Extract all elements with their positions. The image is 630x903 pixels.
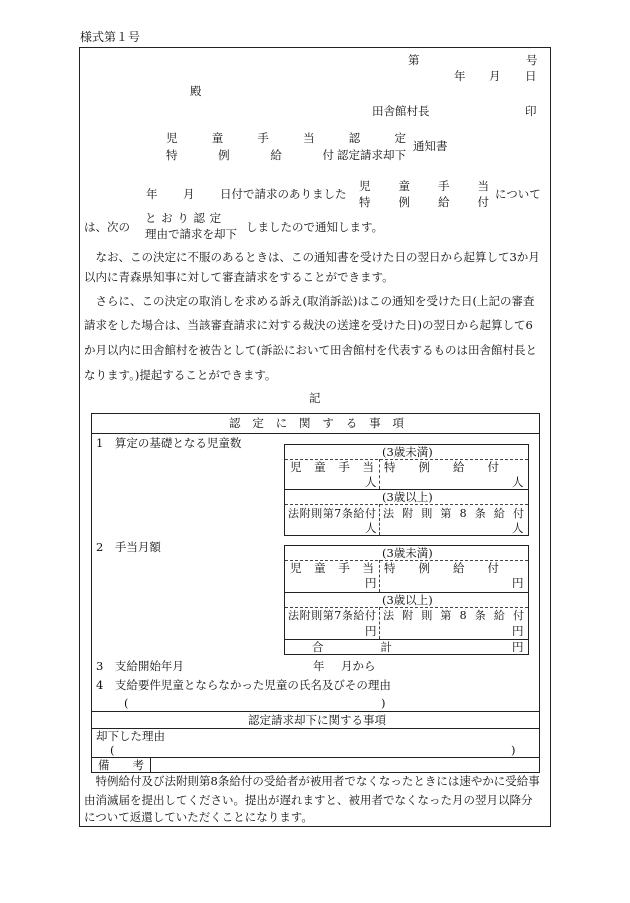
child-count-art7: 法 附 則 第 7 条 給 付 [288,507,376,520]
lawsuit-para-line4: なります。)提起することができます。 [84,368,277,382]
title-row2: 特 例 給 付 [166,148,334,162]
item4-label: 4 支給要件児童とならなかった児童の氏名及びその理由 [96,678,391,692]
number-dai: 第 [408,53,420,67]
amount-unit: 円 [512,624,524,638]
rejection-paren-close: ) [511,743,516,757]
body-day-text: 日付で請求のありました [220,187,347,201]
lawsuit-para-line2: 請求をした場合は、当該審査請求に対する裁決の送達を受けた日)の翌日から起算して6 [84,318,533,332]
form-number: 様式第１号 [80,30,141,44]
addressee-dono: 殿 [190,84,202,98]
body-option-top: 児 童 手 当 [359,179,489,193]
seal-mark: 印 [525,104,537,118]
child-count-unit: 人 [365,475,377,489]
body-month: 月 [183,187,195,201]
title-suffix: 通知書 [413,139,448,153]
title-row1: 児 童 手 当 認 定 [166,131,406,145]
body-option-bottom: 特 例 給 付 [359,195,489,209]
appeal-para-line1: なお、この決定に不服のあるときは、この通知書を受けた日の翌日から起算して3か月 [84,250,540,264]
ki-heading: 記 [309,391,321,405]
amount-unit: 円 [365,624,377,638]
issuer-name: 田舎館村長 [372,104,430,118]
footer-line2: 由消滅届を提出してください。提出が遅れますと、被用者でなくなった月の翌月以降分 [84,793,533,807]
lawsuit-para-line1: さらに、この決定の取消しを求める訴え(取消訴訟)はこの通知を受けた日(上記の審査 [84,294,535,308]
title-row2-rejection: 認定請求却下 [337,148,406,162]
number-go: 号 [526,53,538,67]
item3-year: 年 [313,659,325,673]
footer-line1: 特例給付及び法附則第8条給付の受給者が被用者でなくなったときには速やかに受給事 [84,774,540,788]
child-count-jido: 児 童 手 当 [290,460,374,474]
date-year: 年 [454,69,466,83]
item3-label: 3 支給開始年月 [96,659,184,673]
item4-paren-close: ) [381,696,386,710]
amount-jido: 児 童 手 当 [290,561,374,575]
item3-month-from: 月から [341,659,376,673]
body-tail: について [495,187,541,201]
child-count-tokurei: 特 例 給 付 [384,460,499,474]
rejection-paren-open: ( [110,743,115,757]
item4-paren-open: ( [124,696,129,710]
child-count-unit: 人 [512,521,524,535]
item2-label: 2 手当月額 [96,540,161,554]
amount-unit: 円 [365,576,377,590]
amount-over3: (3歳以上) [382,593,433,607]
amount-total: 合 計 [312,640,392,654]
date-day: 日 [525,69,537,83]
footer-line3: について返還していただくことになります。 [84,810,313,824]
body-year: 年 [146,187,158,201]
lawsuit-para-line3: か月以内に田舎館村を被告として(訴訟において田舎館村を代表するものは田舎館村長と [84,343,537,357]
amount-unit: 円 [512,576,524,590]
body-line2-tail: しましたので通知します。 [246,220,384,234]
table-heading: 認 定 に 関 す る 事 項 [229,416,404,430]
child-count-unit: 人 [365,521,377,535]
choice-reject: 理由で請求を却下 [145,227,237,241]
remarks-label: 備 考 [98,758,144,772]
date-month: 月 [489,69,501,83]
rejection-heading: 認定請求却下に関する事項 [248,713,386,727]
body-line2-head: は、次の [84,220,130,234]
rejection-reason-label: 却下した理由 [96,729,165,743]
amount-total-unit: 円 [512,640,524,654]
child-count-over3: (3歳以上) [382,490,433,504]
amount-art7: 法 附 則 第 7 条 給 付 [288,609,376,622]
amount-art8: 法 附 則 第 8 条 給 付 [383,609,524,622]
appeal-para-line2: 以内に青森県知事に対して審査請求をすることができます。 [84,270,394,284]
amount-tokurei: 特 例 給 付 [384,561,499,575]
child-count-under3: (3歳未満) [382,445,433,459]
child-count-unit: 人 [512,475,524,489]
choice-approve: と お り 認 定 [145,211,222,225]
item1-label: 1 算定の基礎となる児童数 [96,436,242,450]
child-count-art8: 法 附 則 第 8 条 給 付 [383,507,524,520]
amount-under3: (3歳未満) [382,546,433,560]
